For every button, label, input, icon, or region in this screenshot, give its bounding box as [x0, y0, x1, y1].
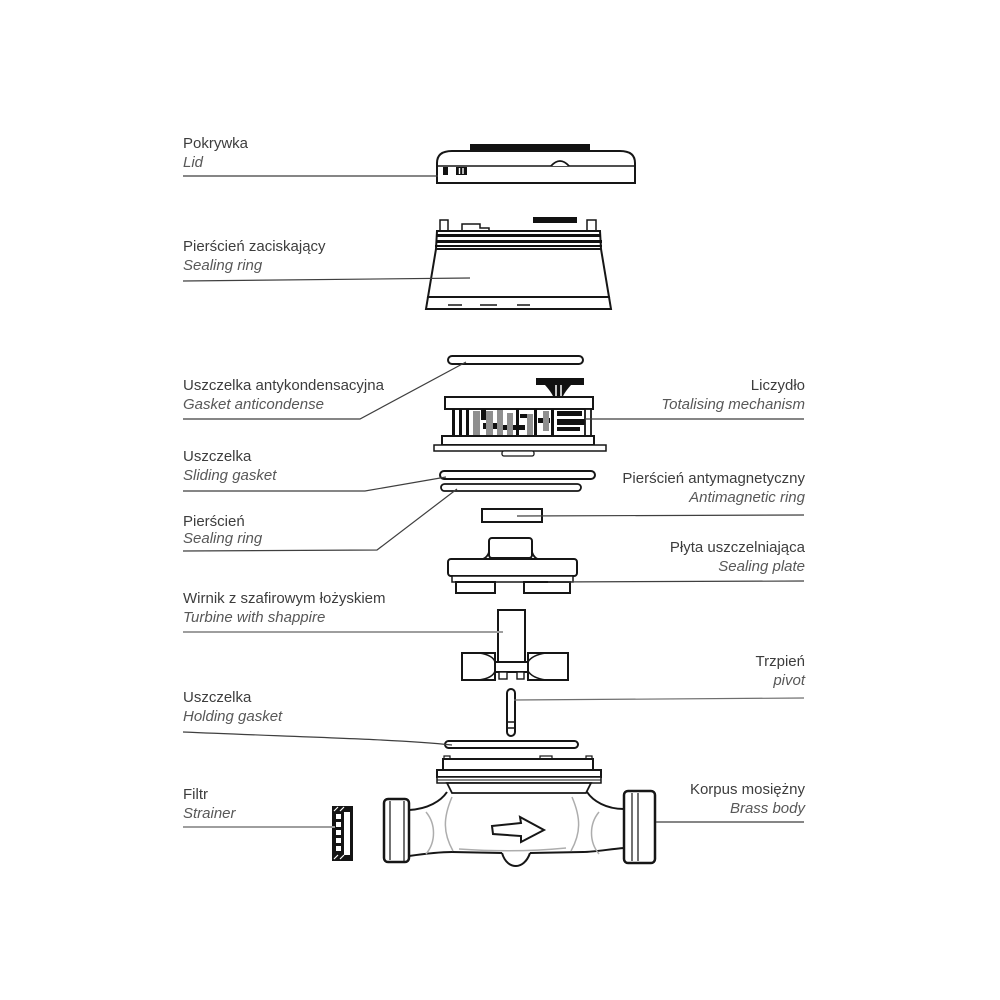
label-pivot: [756, 652, 805, 690]
holding-gasket-drawing: [445, 741, 578, 748]
label-holding-gasket-pl: Uszczelka: [183, 689, 252, 706]
sealing-ring-disc-drawing: [441, 484, 581, 491]
label-lid-pl: Pokrywka: [183, 135, 249, 152]
totalising-mechanism-drawing: [434, 378, 606, 456]
label-brass-body-en: Brass body: [729, 800, 805, 817]
label-antimagnetic-ring: [622, 469, 805, 507]
label-strainer-en: Strainer: [183, 805, 236, 822]
label-sliding-gasket: [183, 447, 276, 485]
label-lid-en: Lid: [183, 154, 204, 171]
label-brass-body-pl: Korpus mosiężny: [689, 781, 805, 798]
leader-holding-gasket: [183, 732, 452, 745]
label-sealing-ring-cone: [183, 237, 326, 275]
label-strainer: [183, 785, 236, 823]
label-strainer-pl: Filtr: [183, 786, 208, 803]
label-turbine-pl: Wirnik z szafirowym łożyskiem: [183, 590, 386, 607]
strainer-drawing: [332, 806, 353, 861]
leader-sealing-ring-cone: [183, 278, 470, 281]
label-totalising-mechanism-pl: Liczydło: [750, 377, 805, 394]
label-sliding-gasket-en: Sliding gasket: [183, 467, 277, 484]
label-sealing-plate: [670, 538, 805, 576]
leader-pivot: [514, 698, 804, 700]
leader-antimagnetic-ring: [517, 515, 804, 516]
label-sealing-plate-pl: Płyta uszczelniająca: [669, 539, 805, 556]
label-pivot-pl: Trzpień: [755, 653, 805, 670]
label-sealing-ring-disc-en: Sealing ring: [183, 530, 263, 547]
label-sliding-gasket-pl: Uszczelka: [183, 448, 252, 465]
sliding-gasket-drawing: [440, 471, 595, 479]
pivot-drawing: [507, 689, 515, 736]
label-gasket-anticondense-en: Gasket anticondense: [183, 396, 324, 413]
label-antimagnetic-ring-en: Antimagnetic ring: [689, 489, 805, 506]
label-holding-gasket-en: Holding gasket: [183, 708, 283, 725]
label-sealing-ring-cone-pl: Pierścień zaciskający: [183, 238, 326, 255]
label-turbine: [183, 589, 386, 627]
turbine-drawing: [462, 610, 568, 680]
label-sealing-plate-en: Sealing plate: [718, 558, 805, 575]
leader-sealing-plate: [548, 581, 804, 582]
label-sealing-ring-disc: [183, 513, 262, 547]
label-brass-body: [690, 780, 805, 818]
label-lid: [183, 134, 248, 172]
label-gasket-anticondense-pl: Uszczelka antykondensacyjna: [183, 377, 384, 394]
gasket-anticondense-drawing: [448, 356, 583, 364]
label-totalising-mechanism: [661, 376, 805, 414]
flow-arrow-icon: [492, 817, 544, 842]
label-pivot-en: pivot: [773, 672, 805, 689]
label-sealing-ring-cone-en: Sealing ring: [183, 257, 263, 274]
label-totalising-mechanism-en: Totalising mechanism: [661, 396, 805, 413]
label-antimagnetic-ring-pl: Pierścień antymagnetyczny: [622, 470, 805, 487]
label-sealing-ring-disc-pl: Pierścień: [183, 513, 245, 530]
label-gasket-anticondense: [183, 376, 384, 414]
label-holding-gasket: [183, 688, 282, 726]
sealing-ring-cone-drawing: [426, 217, 611, 309]
sealing-plate-drawing: [448, 538, 577, 593]
brass-body-drawing: [384, 756, 655, 866]
label-turbine-en: Turbine with shappire: [183, 609, 326, 626]
lid-drawing: [437, 144, 635, 183]
